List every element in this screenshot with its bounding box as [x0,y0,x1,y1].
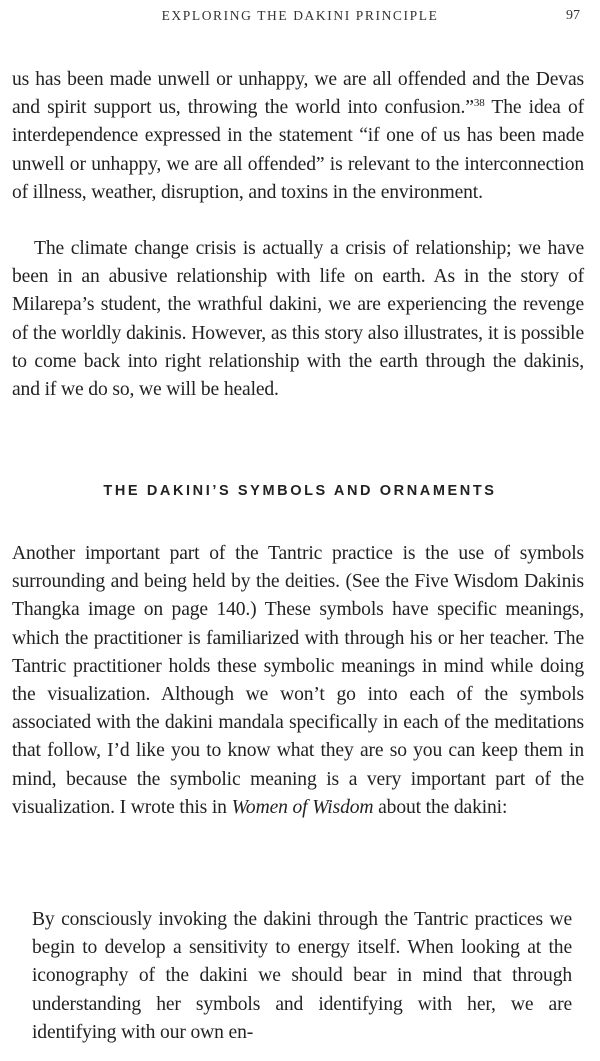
paragraph-3-continuation: about the dakini: [373,796,508,818]
paragraph-1-text: us has been made unwell or unhappy, we are all offended and the Devas and spirit support us, throwing the world into confusion.” [12,69,584,119]
paragraph-1-continuation: The idea of interdependence expressed in the statement “if one of us has been made unwell or unhappy, we are all offended” is relevant to the interconnection of illness, weather, disruption, and toxins in the environment. [12,97,584,203]
paragraph-3 [12,540,584,822]
page-number: 97 [566,8,580,23]
running-head [0,8,600,28]
paragraph-3-text: Another important part of the Tantric practice is the use of symbols surrounding and being held by the deities. (See the Five Wisdom Dakinis Thangka image on page 140.) These symbols have specific meanings, which the practitioner is familiarized with through his or her teacher. The Tantric practitioner holds these symbolic meanings in mind while doing the visualization. Although we won’t go into each of the symbols associated with the dakini mandala specifically in each of the meditations that follow, I’d like you to know what they are so you can keep them in mind, because the symbolic meaning is a very important part of the visualization. I wrote this in [12,543,584,818]
footnote-marker: 38 [473,97,485,110]
book-title: Women of Wisdom [231,796,374,818]
section-heading: THE DAKINI’S SYMBOLS AND ORNAMENTS [103,483,497,499]
paragraph-1 [12,66,584,207]
paragraph-2: The climate change crisis is actually a crisis of relationship; we have been in an abusive relationship with life on earth. As in the story of Milarepa’s student, the wrathful dakini, we are experiencing the revenge of the worldly dakinis. However, as this story also illustrates, it is possible to come back into right relationship with the earth through the dakinis, and if we do so, we will be healed. [12,238,584,401]
running-title: EXPLORING THE DAKINI PRINCIPLE [161,8,439,23]
block-quote: By consciously invoking the dakini through the Tantric practices we begin to develop a sensitivity to energy itself. When looking at the iconography of the dakini we should bear in mind that through understanding her symbols and identifying with her, we are identifying with our own en- [32,909,572,1043]
